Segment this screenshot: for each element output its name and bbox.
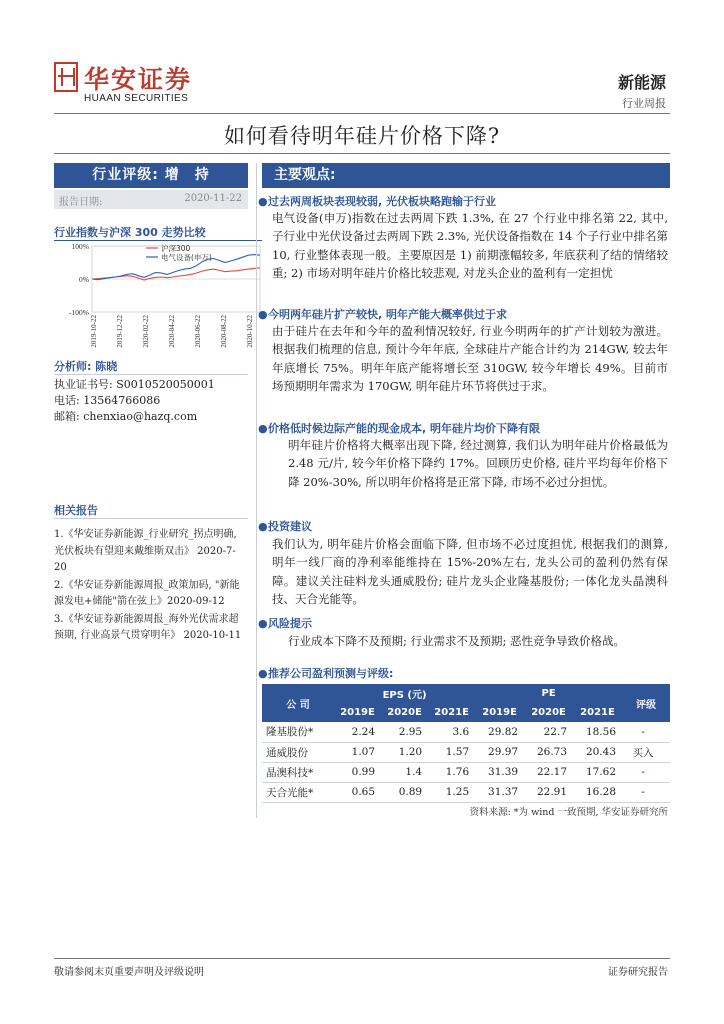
chart-title-divider xyxy=(54,240,262,241)
sector-label: 新能源 xyxy=(617,73,666,92)
section-body: 电气设备(申万)指数在过去两周下跌 1.3%, 在 27 个行业中排名第 22, 其中, 子行业中光伏设备过去两周下跌 2.3%, 光伏设备指数在 14 个子行业中排名第 10, 行业整体表现一般。主要原因是 1) 前期涨幅较多, 年底获利了结的情绪较重; 2) 市场对明年硅片价格比较悲观, 对龙头企业的盈利有一定担忧 xyxy=(272,211,668,280)
section-heading xyxy=(258,665,393,681)
section-body: 我们认为, 明年硅片价格会面临下降, 但市场不必过度担忧, 根据我们的测算, 明年一线厂商的净利率能维持在 15%-20%左右, 龙头公司的盈利仍然有保障。建议关注硅料龙头通威股份; 硅片龙头企业隆基股份; 一体化龙头晶澳科技、天合光能等。 xyxy=(272,537,668,606)
related-divider xyxy=(54,518,248,519)
cell-value: 2.95 xyxy=(381,722,428,742)
analyst-divider xyxy=(54,374,248,375)
related-report-item[interactable]: 3.《华安证券新能源周报_海外光伏需求超预期, 行业高景气贯穿明年》 2020-10-11 xyxy=(54,613,242,641)
col-year: 2020E xyxy=(524,703,573,722)
col-year: 2021E xyxy=(573,703,622,722)
section-body: 行业成本下降不及预期; 行业需求不及预期; 恶性竞争导致价格战。 xyxy=(288,634,626,648)
cell-value: 3.6 xyxy=(428,722,475,742)
cell-value: 29.97 xyxy=(475,742,524,762)
section-heading-text: 推荐公司盈利预测与评级: xyxy=(268,667,394,680)
chart-y-tick-label: 100% xyxy=(71,242,89,251)
cell-value: 0.65 xyxy=(334,782,381,802)
chart-x-tick-label: 2020-06-22 xyxy=(194,315,202,348)
footer-divider xyxy=(54,958,670,959)
section-heading xyxy=(258,193,496,209)
chart-x-axis xyxy=(90,315,254,348)
chart-x-tick-label: 2020-02-22 xyxy=(142,315,150,348)
bullet-icon: ● xyxy=(258,617,268,630)
table-row xyxy=(262,722,670,742)
col-year: 2020E xyxy=(381,703,428,722)
cell-value: 17.62 xyxy=(573,762,622,782)
cell-value: 0.89 xyxy=(381,782,428,802)
analyst-phone: 电话: 13564766086 xyxy=(54,394,161,407)
index-comparison-chart xyxy=(54,242,264,354)
section-heading-text: 投资建议 xyxy=(268,520,312,533)
section-body: 明年硅片价格将大概率出现下降, 经过测算, 我们认为明年硅片价格最低为 2.48 元/片, 较今年价格下降约 17%。回顾历史价格, 硅片平均每年价格下降 20%-30%, 所以明年价格将是正常下降, 市场不必过分担忧。 xyxy=(288,438,668,489)
bullet-icon: ● xyxy=(258,422,268,435)
cell-rating: - xyxy=(622,722,670,742)
section-heading xyxy=(258,615,312,631)
cell-value: 18.56 xyxy=(573,722,622,742)
cell-value: 1.20 xyxy=(381,742,428,762)
cell-value: 22.91 xyxy=(524,782,573,802)
cell-rating: - xyxy=(622,782,670,802)
cell-value: 29.82 xyxy=(475,722,524,742)
bullet-icon: ● xyxy=(258,308,268,321)
col-eps: EPS (元) xyxy=(334,684,475,703)
cell-value: 1.07 xyxy=(334,742,381,762)
chart-series-line xyxy=(92,268,260,280)
footer-report-type: 证券研究报告 xyxy=(608,967,668,978)
chart-legend-label: 沪深300 xyxy=(161,244,191,253)
section-heading xyxy=(258,518,312,534)
related-reports-title: 相关报告 xyxy=(54,504,98,517)
cell-value: 26.73 xyxy=(524,742,573,762)
bullet-icon: ● xyxy=(258,520,268,533)
earnings-forecast-table xyxy=(262,684,670,803)
section-heading-text: 价格低时候边际产能的现金成本, 明年硅片均价下降有限 xyxy=(268,422,541,435)
chart-x-tick-label: 2020-10-22 xyxy=(246,315,254,348)
chart-y-tick-label: -100% xyxy=(69,308,89,317)
section-heading xyxy=(258,420,540,436)
cell-rating: 买入 xyxy=(622,742,670,762)
cell-rating: - xyxy=(622,762,670,782)
cell-value: 31.39 xyxy=(475,762,524,782)
chart-title: 行业指数与沪深 300 走势比较 xyxy=(54,226,206,239)
page-title: 如何看待明年硅片价格下降? xyxy=(223,124,501,148)
chart-x-tick-label: 2020-08-22 xyxy=(220,315,228,348)
brand-logo-icon xyxy=(54,62,78,92)
related-reports-list xyxy=(54,527,244,646)
table-row xyxy=(262,762,670,782)
col-company: 公 司 xyxy=(262,684,334,722)
cell-company: 晶澳科技* xyxy=(262,762,334,782)
cell-company: 天合光能* xyxy=(262,782,334,802)
cell-value: 0.99 xyxy=(334,762,381,782)
main-points-title: 主要观点: xyxy=(262,163,670,188)
chart-y-axis xyxy=(69,242,89,317)
chart-legend-label: 电气设备(申万) xyxy=(161,253,212,262)
title-divider xyxy=(54,153,670,154)
table-row xyxy=(262,742,670,762)
footer-disclaimer: 敬请参阅末页重要声明及评级说明 xyxy=(54,967,204,978)
chart-y-tick-label: 0% xyxy=(79,275,89,284)
report-date-label: 报告日期: xyxy=(59,197,103,208)
cell-value: 1.4 xyxy=(381,762,428,782)
brand-name-cn: 华安证券 xyxy=(84,65,193,94)
table-source-note: 资料来源: *为 wind 一致预期, 华安证券研究所 xyxy=(469,807,668,818)
industry-rating: 行业评级: 增 持 xyxy=(54,163,248,188)
analyst-email[interactable]: 邮箱: chenxiao@hazq.com xyxy=(54,410,198,423)
col-rating: 评级 xyxy=(622,684,670,722)
analyst-title: 分析师: 陈晓 xyxy=(54,360,118,373)
chart-x-tick-label: 2019-10-22 xyxy=(90,315,98,348)
col-pe: PE xyxy=(475,684,622,703)
col-year: 2021E xyxy=(428,703,475,722)
section-heading xyxy=(258,306,507,322)
cell-value: 16.28 xyxy=(573,782,622,802)
bullet-icon: ● xyxy=(258,667,268,680)
analyst-cert: 执业证书号: S0010520050001 xyxy=(54,378,215,391)
brand-name-en: HUAAN SECURITIES xyxy=(84,93,189,104)
cell-value: 31.37 xyxy=(475,782,524,802)
report-date-bar xyxy=(54,190,248,209)
table-row xyxy=(262,782,670,802)
table-header-row xyxy=(262,684,670,703)
cell-value: 1.57 xyxy=(428,742,475,762)
report-type-label: 行业周报 xyxy=(622,97,666,110)
cell-value: 1.25 xyxy=(428,782,475,802)
cell-value: 2.24 xyxy=(334,722,381,742)
related-report-item[interactable]: 2.《华安证券新能源周报_政策加码, "新能源发电+储能"箭在弦上》2020-09-12 xyxy=(54,579,240,607)
related-report-item[interactable]: 1.《华安证券新能源_行业研究_拐点明确, 光伏板块有望迎来戴维斯双击》 2020-7-20 xyxy=(54,529,237,573)
col-year: 2019E xyxy=(334,703,381,722)
report-date-value: 2020-11-22 xyxy=(184,193,242,204)
header-divider xyxy=(54,113,670,114)
chart-x-tick-label: 2020-04-22 xyxy=(168,315,176,348)
section-heading-text: 今明两年硅片扩产较快, 明年产能大概率供过于求 xyxy=(268,308,508,321)
section-heading-text: 过去两周板块表现较弱, 光伏板块略跑输于行业 xyxy=(268,195,497,208)
cell-value: 22.7 xyxy=(524,722,573,742)
chart-x-tick-label: 2019-12-22 xyxy=(116,315,124,348)
cell-company: 隆基股份* xyxy=(262,722,334,742)
cell-value: 20.43 xyxy=(573,742,622,762)
section-heading-text: 风险提示 xyxy=(268,617,312,630)
col-year: 2019E xyxy=(475,703,524,722)
column-divider xyxy=(256,163,257,818)
cell-value: 1.76 xyxy=(428,762,475,782)
bullet-icon: ● xyxy=(258,195,268,208)
cell-company: 通威股份 xyxy=(262,742,334,762)
cell-value: 22.17 xyxy=(524,762,573,782)
section-body: 由于硅片在去年和今年的盈利情况较好, 行业今明两年的扩产计划较为激进。根据我们梳理的信息, 预计今年年底, 全球硅片产能合计约为 214GW, 较去年年底增长 75%。明年年底产能将增长至 310GW, 较今年增长 49%。目前市场预期明年需求为 170GW, 明年硅片环节将供过于求。 xyxy=(272,324,668,393)
